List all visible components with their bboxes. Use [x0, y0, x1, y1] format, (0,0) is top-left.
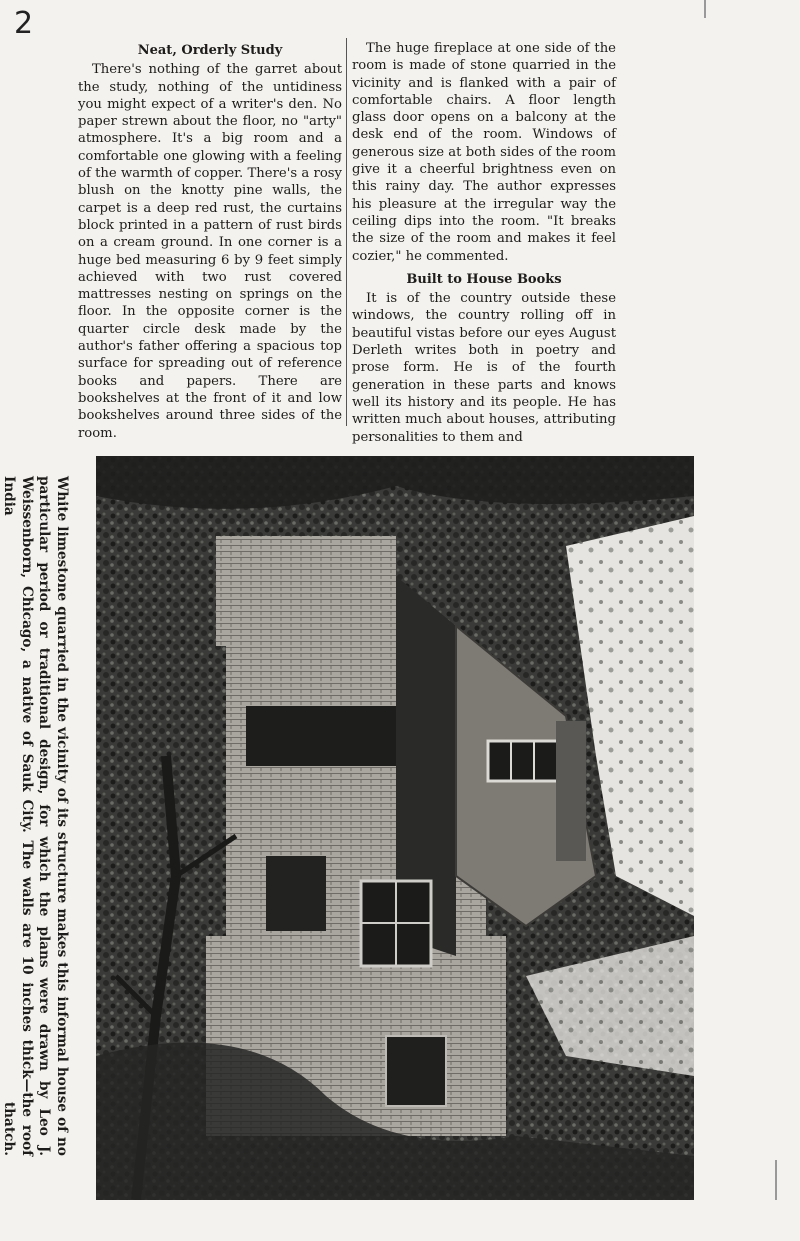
photo-caption-text: White limestone quarried in the vicinity of its structure makes this informal house of no particular period or traditional design, for which the plans were drawn by Leo J. Weissenborn, Chicago, a native of Sauk City. The walls are 10 inches thick—the roof India thatch.	[1, 476, 70, 1156]
section-heading-books: Built to House Books	[406, 271, 562, 287]
section-heading-study: Neat, Orderly Study	[137, 43, 283, 58]
page-number: 2	[14, 6, 34, 41]
article-left-column	[78, 40, 342, 442]
scan-edge-mark	[704, 0, 706, 18]
country-paragraph: It is of the country outside these windows, the country rolling off in beautiful vistas before our eyes August Derleth writes both in poetry and prose form. He is of the fourth generation in these parts and knows well its history and its people. He has written much about houses, attributing personalities to them and	[352, 291, 616, 445]
scan-edge-mark	[775, 1160, 777, 1200]
article-right-column	[352, 40, 616, 446]
photo-caption	[1, 476, 70, 1156]
house-photo	[96, 456, 694, 1200]
fireplace-paragraph: The huge fireplace at one side of the room is made of stone quarried in the vicinity and is flanked with a pair of comfortable chairs. A floor length glass door opens on a balcony at the desk end of the room. Windows of generous size at both sides of the room give it a cheerful brightness even on this rainy day. The author expresses his pleasure at the irregular way the ceiling dips into the room. "It breaks the size of the room and makes it feel cozier," he commented.	[352, 41, 616, 264]
column-divider	[346, 38, 347, 426]
study-paragraph: There's nothing of the garret about the study, nothing of the untidiness you might expect of a writer's den. No paper strewn about the floor, no "arty" atmosphere. It's a big room and a comfortable one glowing with a feeling of the warmth of copper. There's a rosy blush on the knotty pine walls, the carpet is a deep red rust, the curtains block printed in a pattern of rust birds on a cream ground. In one corner is a huge bed measuring 6 by 9 feet simply achieved with two rust covered mattresses nesting on springs on the floor. In the opposite corner is the quarter circle desk made by the author's father offering a spacious top surface for spreading out of reference books and papers. There are bookshelves at the front of it and low bookshelves around three sides of the room.	[78, 62, 342, 441]
house-photo-illustration	[96, 456, 694, 1200]
